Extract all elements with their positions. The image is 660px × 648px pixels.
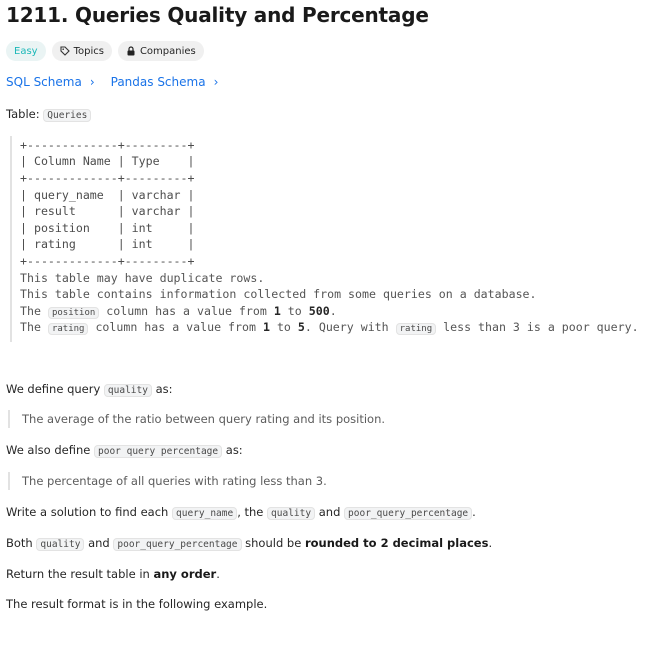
table-row: | query_name | varchar | bbox=[20, 188, 195, 202]
text: We define query bbox=[6, 382, 101, 396]
desc-bold: 1 bbox=[273, 304, 281, 318]
desc-bold: 1 bbox=[262, 320, 270, 334]
order-line bbox=[6, 567, 220, 581]
desc-text: column has a value from bbox=[106, 304, 267, 318]
rating-code: rating bbox=[48, 323, 89, 335]
define-poor bbox=[6, 443, 243, 457]
desc-text: . bbox=[329, 304, 337, 318]
desc-text: column has a value from bbox=[95, 320, 256, 334]
chevron-right-icon: › bbox=[89, 75, 95, 89]
text: and bbox=[88, 536, 110, 550]
text: Return the result table in bbox=[6, 567, 150, 581]
pandas-schema-label: Pandas Schema bbox=[110, 75, 206, 89]
query-name-code: query_name bbox=[172, 507, 237, 520]
table-border: +-------------+---------+ bbox=[20, 138, 195, 152]
bold-text: any order bbox=[153, 567, 217, 581]
text: , the bbox=[237, 505, 264, 519]
tag-row bbox=[6, 41, 204, 61]
text: and bbox=[318, 505, 341, 519]
desc-position bbox=[20, 304, 337, 318]
pandas-schema-link[interactable] bbox=[111, 75, 219, 89]
tag-icon bbox=[60, 46, 70, 56]
text: . bbox=[216, 567, 220, 581]
topics-label: Topics bbox=[73, 45, 104, 57]
schema-links bbox=[6, 75, 218, 89]
poor-percentage-code: poor_query_percentage bbox=[113, 538, 241, 551]
quality-code: quality bbox=[104, 384, 152, 397]
page-title: 1211. Queries Quality and Percentage bbox=[6, 3, 429, 27]
desc-bold: 500 bbox=[308, 304, 330, 318]
desc-rating bbox=[20, 320, 639, 334]
desc-duplicates: This table may have duplicate rows. bbox=[20, 271, 265, 285]
table-name: Queries bbox=[43, 109, 91, 122]
desc-text: to bbox=[276, 320, 291, 334]
text: . bbox=[472, 505, 476, 519]
table-border: +-------------+---------+ bbox=[20, 171, 195, 185]
poor-percentage-code: poor_query_percentage bbox=[344, 507, 472, 520]
table-border: +-------------+---------+ bbox=[20, 254, 195, 268]
task-line bbox=[6, 505, 476, 519]
poor-code: poor query percentage bbox=[94, 445, 222, 458]
companies-label: Companies bbox=[139, 45, 196, 57]
table-row: | rating | int | bbox=[20, 237, 195, 251]
text: as: bbox=[225, 443, 243, 457]
bold-text: rounded to 2 decimal places bbox=[304, 536, 489, 550]
text: as: bbox=[155, 382, 173, 396]
difficulty-badge: Easy bbox=[6, 41, 46, 61]
chevron-right-icon: › bbox=[213, 75, 219, 89]
desc-bold: 5 bbox=[297, 320, 305, 334]
define-quality bbox=[6, 382, 173, 396]
topics-button[interactable] bbox=[52, 41, 112, 61]
table-row: | position | int | bbox=[20, 221, 195, 235]
lock-icon bbox=[126, 46, 136, 56]
text: should be bbox=[245, 536, 302, 550]
table-label: Table: bbox=[6, 107, 40, 121]
desc-text: less than 3 is a poor query. bbox=[443, 320, 639, 334]
text: Both bbox=[6, 536, 33, 550]
desc-text: The bbox=[20, 304, 41, 318]
sql-schema-label: SQL Schema bbox=[6, 75, 82, 89]
position-code: position bbox=[48, 307, 99, 319]
schema-block bbox=[10, 136, 660, 342]
rounding-line bbox=[6, 536, 492, 550]
text: We also define bbox=[6, 443, 91, 457]
sql-schema-link[interactable] bbox=[6, 75, 95, 89]
quality-code: quality bbox=[36, 538, 84, 551]
format-line: The result format is in the following example. bbox=[6, 597, 268, 611]
desc-text: . Query with bbox=[304, 320, 389, 334]
quality-quote: The average of the ratio between query rating and its position. bbox=[8, 410, 385, 428]
table-intro bbox=[6, 107, 91, 121]
table-row: | result | varchar | bbox=[20, 204, 195, 218]
rating-code: rating bbox=[396, 323, 437, 335]
text: Write a solution to find each bbox=[6, 505, 169, 519]
text: . bbox=[488, 536, 493, 550]
poor-quote: The percentage of all queries with rating less than 3. bbox=[8, 472, 327, 490]
companies-button[interactable] bbox=[118, 41, 204, 61]
desc-text: The bbox=[20, 320, 41, 334]
desc-text: to bbox=[287, 304, 302, 318]
desc-info: This table contains information collected from some queries on a database. bbox=[20, 287, 537, 301]
table-header: | Column Name | Type | bbox=[20, 154, 195, 168]
quality-code: quality bbox=[267, 507, 315, 520]
